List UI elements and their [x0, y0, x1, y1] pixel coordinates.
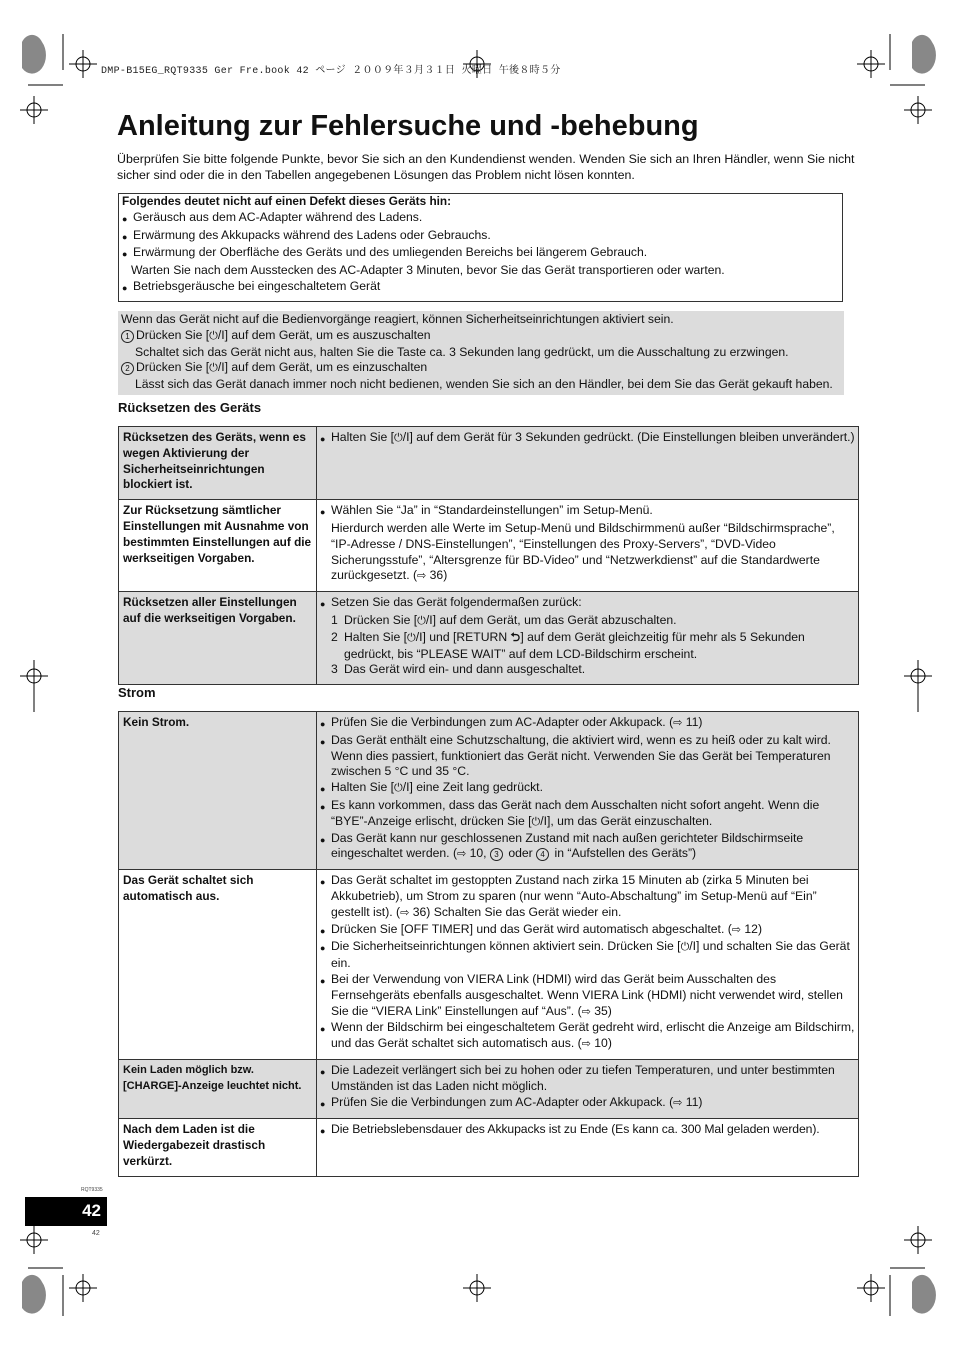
table-row	[119, 1059, 859, 1118]
bullet-icon: ●	[320, 434, 326, 444]
no-defect-notice-box	[118, 193, 843, 302]
power-icon: ⏻	[531, 815, 541, 828]
power-icon: ⏻	[394, 782, 403, 795]
power-icon: ⏻	[209, 362, 218, 375]
bullet-icon: ●	[320, 834, 326, 845]
notice-item: ● Erwärmung der Oberfläche des Geräts und des umliegenden Bereichs bei längerem Gebrauch.	[122, 245, 836, 263]
row-key: Zur Rücksetzung sämtlicher Einstellungen mit Ausnahme von bestimmten Einstellungen auf die werkseitigen Vorgaben.	[119, 500, 317, 592]
bullet-icon: ●	[320, 784, 326, 795]
row-key: Rücksetzen des Geräts, wenn es wegen Aktivierung der Sicherheitseinrichtungen blockiert ist.	[119, 427, 317, 500]
bullet-icon: ●	[320, 925, 326, 936]
row-value: ● Setzen Sie das Gerät folgendermaßen zurück: 1 Drücken Sie [⏻/I] auf dem Gerät, um das Gerät abzuschalten. 2 Halten Sie [⏻/I] und [RETURN ⮌] auf dem Gerät gleichzeitig für mehr als 5 Sekunden gedrückt, bis “PLEASE WAIT” auf dem LCD-Bildschirm erscheint. 3 Das Gerät wird ein- und dann ausgeschaltet.	[317, 592, 859, 685]
bullet-icon: ●	[320, 1126, 326, 1137]
reset-step: 2 Halten Sie [⏻/I] und [RETURN ⮌] auf dem Gerät gleichzeitig für mehr als 5 Sekunden gedrückt, bis “PLEASE WAIT” auf dem LCD-Bildschirm erscheint.	[331, 629, 805, 661]
bullet-icon: ●	[320, 975, 326, 986]
table-row	[119, 592, 859, 685]
print-header-line: DMP-B15EG_RQT9335 Ger Fre.book 42 ページ ２００９年３月３１日 火曜日 午後８時５分	[101, 66, 561, 77]
bullet-icon: ●	[320, 943, 326, 954]
row-value: ● Das Gerät schaltet im gestoppten Zustand nach zirka 15 Minuten ab (zirka 5 Minuten bei Akkubetrieb), um Strom zu sparen (nur wenn “Auto-Abschaltung” im Setup-Menü auf “Ein” gestellt ist). (⇨ 36) Schalten Sie das Gerät wieder ein. ● Drücken Sie [OFF TIMER] und das Gerät wird automatisch abgeschaltet. (⇨ 12) ● Die Sicherheitseinrichtungen können aktiviert sein. Drücken Sie [⏻/I] und schalten Sie das Gerät ein. ● Bei der Verwendung von VIERA Link (HDMI) wird das Gerät beim Ausschalten des Fernsehgeräts ebenfalls ausgeschaltet. Wenn VIERA Link (HDMI) nicht verwendet wird, stellen Sie die “VIERA Link” Einstellungen auf “Aus”. (⇨ 35) ● Wenn der Bildschirm bei eingeschaltetem Gerät gedreht wird, erlischt die Anzeige am Bildschirm, und das Gerät schaltet sich automatisch aus. (⇨ 10)	[317, 870, 859, 1060]
safety-step-2: 2 Drücken Sie [⏻/I] auf dem Gerät, um es einzuschalten	[121, 360, 842, 377]
page-number-box: 42	[25, 1197, 107, 1226]
section-heading-reset: Rücksetzen des Geräts	[118, 400, 262, 415]
table-row	[119, 712, 859, 870]
circled-number: 1	[121, 330, 134, 343]
reference-arrow-icon: ⇨	[457, 848, 467, 861]
bullet-icon: ●	[320, 736, 326, 747]
bullet-icon: ●	[122, 213, 128, 224]
safety-step-2-note: Lässt sich das Gerät danach immer noch nicht bedienen, wenden Sie sich an den Händler, bei dem Sie das Gerät gekauft haben.	[135, 377, 833, 392]
reference-arrow-icon: ⇨	[417, 570, 427, 583]
table-row	[119, 500, 859, 592]
return-icon: ⮌	[510, 629, 521, 644]
reset-step: 1 Drücken Sie [⏻/I] auf dem Gerät, um das Gerät abzuschalten.	[331, 612, 677, 627]
row-key: Kein Strom.	[119, 712, 317, 870]
reference-arrow-icon: ⇨	[731, 923, 741, 936]
section-heading-strom: Strom	[118, 685, 156, 700]
reference-arrow-icon: ⇨	[400, 906, 410, 919]
bullet-icon: ●	[320, 719, 326, 729]
reference-arrow-icon: ⇨	[673, 717, 683, 729]
bullet-icon: ●	[320, 877, 326, 888]
row-key: Nach dem Laden ist die Wiedergabezeit drastisch verkürzt.	[119, 1119, 317, 1176]
row-value: ● Die Ladezeit verlängert sich bei zu hohen oder zu tiefen Temperaturen, und unter bestimmten Umständen ist das Laden nicht möglich. ● Prüfen Sie die Verbindungen zum AC-Adapter oder Akkupack. (⇨ 11)	[317, 1059, 859, 1118]
notice-item: ● Betriebsgeräusche bei eingeschaltetem Gerät	[122, 279, 836, 297]
bullet-icon: ●	[320, 1098, 326, 1109]
row-key: Kein Laden möglich bzw. [CHARGE]-Anzeige leuchtet nicht.	[119, 1059, 317, 1118]
reference-arrow-icon: ⇨	[673, 1096, 683, 1109]
safety-device-box	[118, 311, 844, 395]
row-value: ● Prüfen Sie die Verbindungen zum AC-Adapter oder Akkupack. (⇨ 11) ● Das Gerät enthält eine Schutzschaltung, die aktiviert wird, wenn es zu heiß oder zu kalt wird. Wenn dies passiert, funktioniert das Gerät nicht. Verwenden Sie das Gerät bei Temperaturen zwischen 5 °C und 35 °C. ● Halten Sie [⏻/I] eine Zeit lang gedrückt. ● Es kann vorkommen, dass das Gerät nach dem Ausschalten nicht sofort angeht. Wenn die “BYE”-Anzeige erlischt, drücken Sie [⏻/I], um das Gerät einzuschalten. ● Das Gerät kann nur geschlossenen Zustand mit nach außen gerichteter Bildschirmseite eingeschaltet werden. (⇨ 10, 3 oder 4 in “Aufstellen des Geräts”)	[317, 712, 859, 870]
table-row	[119, 1119, 859, 1176]
bullet-icon: ●	[122, 231, 128, 242]
row-value: ● Wählen Sie “Ja” in “Standardeinstellungen” im Setup-Menü. Hierdurch werden alle Werte im Setup-Menü und Bildschirmmenü außer “Bildschirmsprache”, “IP-Adresse / DNS-Einstellungen”, “Einstellungen des Proxy-Servers”, “DVD-Video Sicherungsstufe”, “Altersgrenze für BD-Video” und “Netzwerkdienst” auf die Standardwerte zurückgesetzt. (⇨ 36)	[317, 500, 859, 592]
power-icon: ⏻	[680, 941, 690, 954]
row-key: Rücksetzen aller Einstellungen auf die werkseitigen Vorgaben.	[119, 592, 317, 685]
bullet-icon: ●	[122, 282, 128, 293]
bullet-icon: ●	[320, 1066, 326, 1077]
notice-heading: Folgendes deutet nicht auf einen Defekt dieses Geräts hin:	[122, 194, 452, 208]
page-number-small: 42	[92, 1230, 100, 1237]
reference-arrow-icon: ⇨	[581, 1005, 591, 1018]
page-title: Anleitung zur Fehlersuche und -behebung	[117, 110, 699, 142]
power-icon: ⏻	[417, 614, 426, 627]
table-row	[119, 870, 859, 1060]
intro-paragraph: Überprüfen Sie bitte folgende Punkte, bevor Sie sich an den Kundendienst wenden. Wenden Sie sich an Ihren Händler, wenn Sie nicht sicher sind oder die in den Tabellen angegebenen Lösungen das Problem nicht lösen konnten.	[117, 152, 855, 182]
reference-arrow-icon: ⇨	[581, 1038, 591, 1051]
bullet-icon: ●	[320, 1024, 326, 1035]
bullet-icon: ●	[320, 801, 326, 812]
notice-continuation: Warten Sie nach dem Ausstecken des AC-Adapter 3 Minuten, bevor Sie das Gerät transportieren oder warten.	[131, 263, 725, 278]
power-icon: ⏻	[209, 329, 218, 342]
reset-table	[118, 426, 859, 685]
table-row	[119, 427, 859, 500]
notice-item: ● Geräusch aus dem AC-Adapter während des Ladens.	[122, 210, 836, 228]
safety-step-1: 1 Drücken Sie [⏻/I] auf dem Gerät, um es auszuschalten	[121, 328, 842, 345]
power-icon: ⏻	[394, 432, 403, 444]
safety-intro: Wenn das Gerät nicht auf die Bedienvorgänge reagiert, können Sicherheitseinrichtungen aktiviert sein.	[121, 312, 674, 326]
row-key: Das Gerät schaltet sich automatisch aus.	[119, 870, 317, 1060]
circled-number: 2	[121, 362, 134, 375]
bullet-icon: ●	[320, 507, 326, 518]
circled-number: 4	[536, 848, 549, 861]
power-table	[118, 711, 859, 1177]
bullet-icon: ●	[122, 249, 128, 260]
power-icon: ⏻	[407, 631, 416, 644]
notice-item: ● Erwärmung des Akkupacks während des Ladens oder Gebrauchs.	[122, 228, 836, 246]
bullet-icon: ●	[320, 599, 326, 610]
document-code: RQT9335	[81, 1187, 103, 1193]
safety-step-1-note: Schaltet sich das Gerät nicht aus, halten Sie die Taste ca. 3 Sekunden lang gedrückt, um die Ausschaltung zu erzwingen.	[135, 344, 789, 359]
circled-number: 3	[490, 848, 503, 861]
row-value: ● Die Betriebslebensdauer des Akkupacks ist zu Ende (Es kann ca. 300 Mal geladen werden).	[317, 1119, 859, 1176]
row-value: ● Halten Sie [⏻/I] auf dem Gerät für 3 Sekunden gedrückt. (Die Einstellungen bleiben unverändert.)	[317, 427, 859, 500]
reset-step: 3 Das Gerät wird ein- und dann ausgeschaltet.	[331, 662, 586, 677]
